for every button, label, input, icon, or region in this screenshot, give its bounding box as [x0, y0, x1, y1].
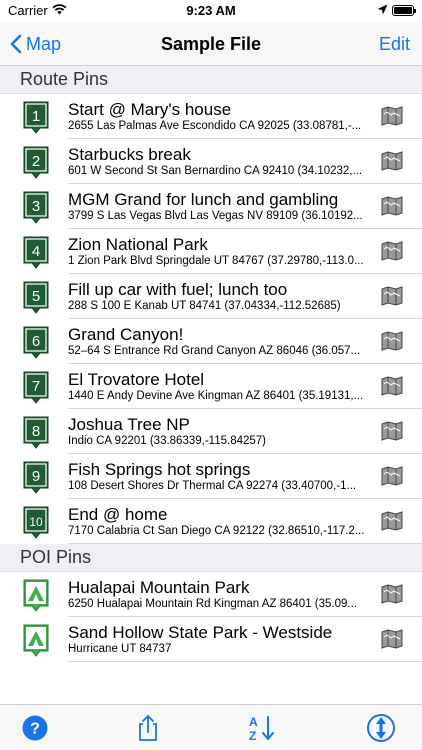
pin-address: Hurricane UT 84737 [68, 643, 172, 655]
pin-title: Zion National Park [68, 235, 208, 254]
route-pin-icon [23, 461, 49, 494]
route-pin-row[interactable] [0, 409, 422, 454]
pin-title: Starbucks break [68, 145, 191, 164]
pin-number: 1 [31, 108, 41, 125]
edit-button[interactable]: Edit [378, 34, 410, 54]
pin-list [0, 66, 422, 662]
row-divider [68, 661, 422, 662]
pin-address: 1440 E Andy Devine Ave Kingman AZ 86401 (35.19131,... [68, 390, 364, 402]
pin-number: 3 [31, 198, 41, 215]
clock: 9:23 AM [186, 3, 236, 18]
pin-title: Joshua Tree NP [68, 415, 190, 434]
map-icon[interactable] [381, 241, 403, 261]
map-icon[interactable] [381, 421, 403, 441]
navigation-bar [0, 22, 422, 66]
page-title: Sample File [160, 34, 262, 54]
pin-number: 6 [31, 333, 41, 350]
pin-title: MGM Grand for lunch and gambling [68, 190, 339, 209]
map-icon[interactable] [381, 286, 403, 306]
share-icon[interactable] [133, 713, 163, 743]
back-label: Map [26, 33, 62, 54]
route-pin-icon [23, 236, 49, 269]
route-pin-icon [23, 506, 49, 539]
pin-address: 1 Zion Park Blvd Springdale UT 84767 (37.29780,-113.0... [68, 255, 364, 267]
pin-address: 3799 S Las Vegas Blvd Las Vegas NV 89109 (36.10192... [68, 210, 363, 222]
pin-title: Hualapai Mountain Park [68, 578, 250, 597]
pin-number: 7 [31, 378, 41, 395]
route-pin-row[interactable] [0, 274, 422, 319]
poi-pin-row[interactable] [0, 617, 422, 662]
map-icon[interactable] [381, 196, 403, 216]
route-pin-row[interactable] [0, 499, 422, 544]
route-pin-icon [23, 326, 49, 359]
row-divider [68, 543, 422, 544]
sort-az-icon[interactable] [246, 713, 276, 743]
map-icon[interactable] [381, 511, 403, 531]
map-icon[interactable] [381, 106, 403, 126]
route-pin-icon [23, 371, 49, 404]
pin-address: 2655 Las Palmas Ave Escondido CA 92025 (33.08781,-... [68, 120, 362, 132]
route-pin-icon [23, 416, 49, 449]
pin-number: 9 [31, 468, 41, 485]
svg-text:Z: Z [249, 729, 257, 743]
pin-title: El Trovatore Hotel [68, 370, 205, 389]
route-pin-row[interactable] [0, 364, 422, 409]
svg-text:A: A [249, 715, 258, 729]
route-pin-row[interactable] [0, 454, 422, 499]
section-header: Route Pins [0, 66, 422, 94]
pin-title: Grand Canyon! [68, 325, 184, 344]
status-bar [0, 0, 422, 22]
poi-pin-icon [23, 624, 49, 657]
pin-title: Start @ Mary's house [68, 100, 232, 119]
carrier-label: Carrier [8, 3, 48, 18]
location-arrow-icon [377, 4, 388, 15]
pin-number: 8 [31, 423, 41, 440]
pin-address: 6250 Hualapai Mountain Rd Kingman AZ 86401 (35.09... [68, 598, 357, 610]
pin-title: Fill up car with fuel; lunch too [68, 280, 288, 299]
route-pin-row[interactable] [0, 184, 422, 229]
map-icon[interactable] [381, 584, 403, 604]
route-pin-icon [23, 281, 49, 314]
pin-address: Indio CA 92201 (33.86339,-115.84257) [68, 435, 266, 447]
map-icon[interactable] [381, 629, 403, 649]
pin-address: 601 W Second St San Bernardino CA 92410 (34.10232,... [68, 165, 363, 177]
pin-address: 108 Desert Shores Dr Thermal CA 92274 (33.40700,-1... [68, 480, 357, 492]
pin-title: Fish Springs hot springs [68, 460, 251, 479]
poi-pin-row[interactable] [0, 572, 422, 617]
route-pin-row[interactable] [0, 319, 422, 364]
bottom-toolbar [0, 704, 422, 750]
route-pin-row[interactable] [0, 139, 422, 184]
route-pin-icon [23, 191, 49, 224]
route-pin-row[interactable] [0, 94, 422, 139]
pin-number: 2 [31, 153, 41, 170]
help-icon[interactable] [20, 713, 50, 743]
poi-pin-icon [23, 579, 49, 612]
pin-title: End @ home [68, 505, 168, 524]
section-header: POI Pins [0, 544, 422, 572]
pin-title: Sand Hollow State Park - Westside [68, 623, 333, 642]
svg-text:?: ? [30, 720, 40, 738]
map-icon[interactable] [381, 151, 403, 171]
pin-address: 7170 Calabria Ct San Diego CA 92122 (32.86510,-117.2... [68, 525, 365, 537]
route-pin-row[interactable] [0, 229, 422, 274]
map-icon[interactable] [381, 466, 403, 486]
pin-number: 4 [31, 243, 41, 260]
map-icon[interactable] [381, 331, 403, 351]
map-icon[interactable] [381, 376, 403, 396]
route-pin-icon [23, 101, 49, 134]
pin-address: 288 S 100 E Kanab UT 84741 (37.04334,-112.52685) [68, 300, 341, 312]
pin-number: 10 [29, 515, 43, 529]
battery-icon [392, 5, 414, 16]
route-pin-icon [23, 146, 49, 179]
pin-number: 5 [31, 288, 41, 305]
pin-address: 52–64 S Entrance Rd Grand Canyon AZ 86046 (36.057... [68, 345, 361, 357]
reorder-icon[interactable] [366, 713, 396, 743]
